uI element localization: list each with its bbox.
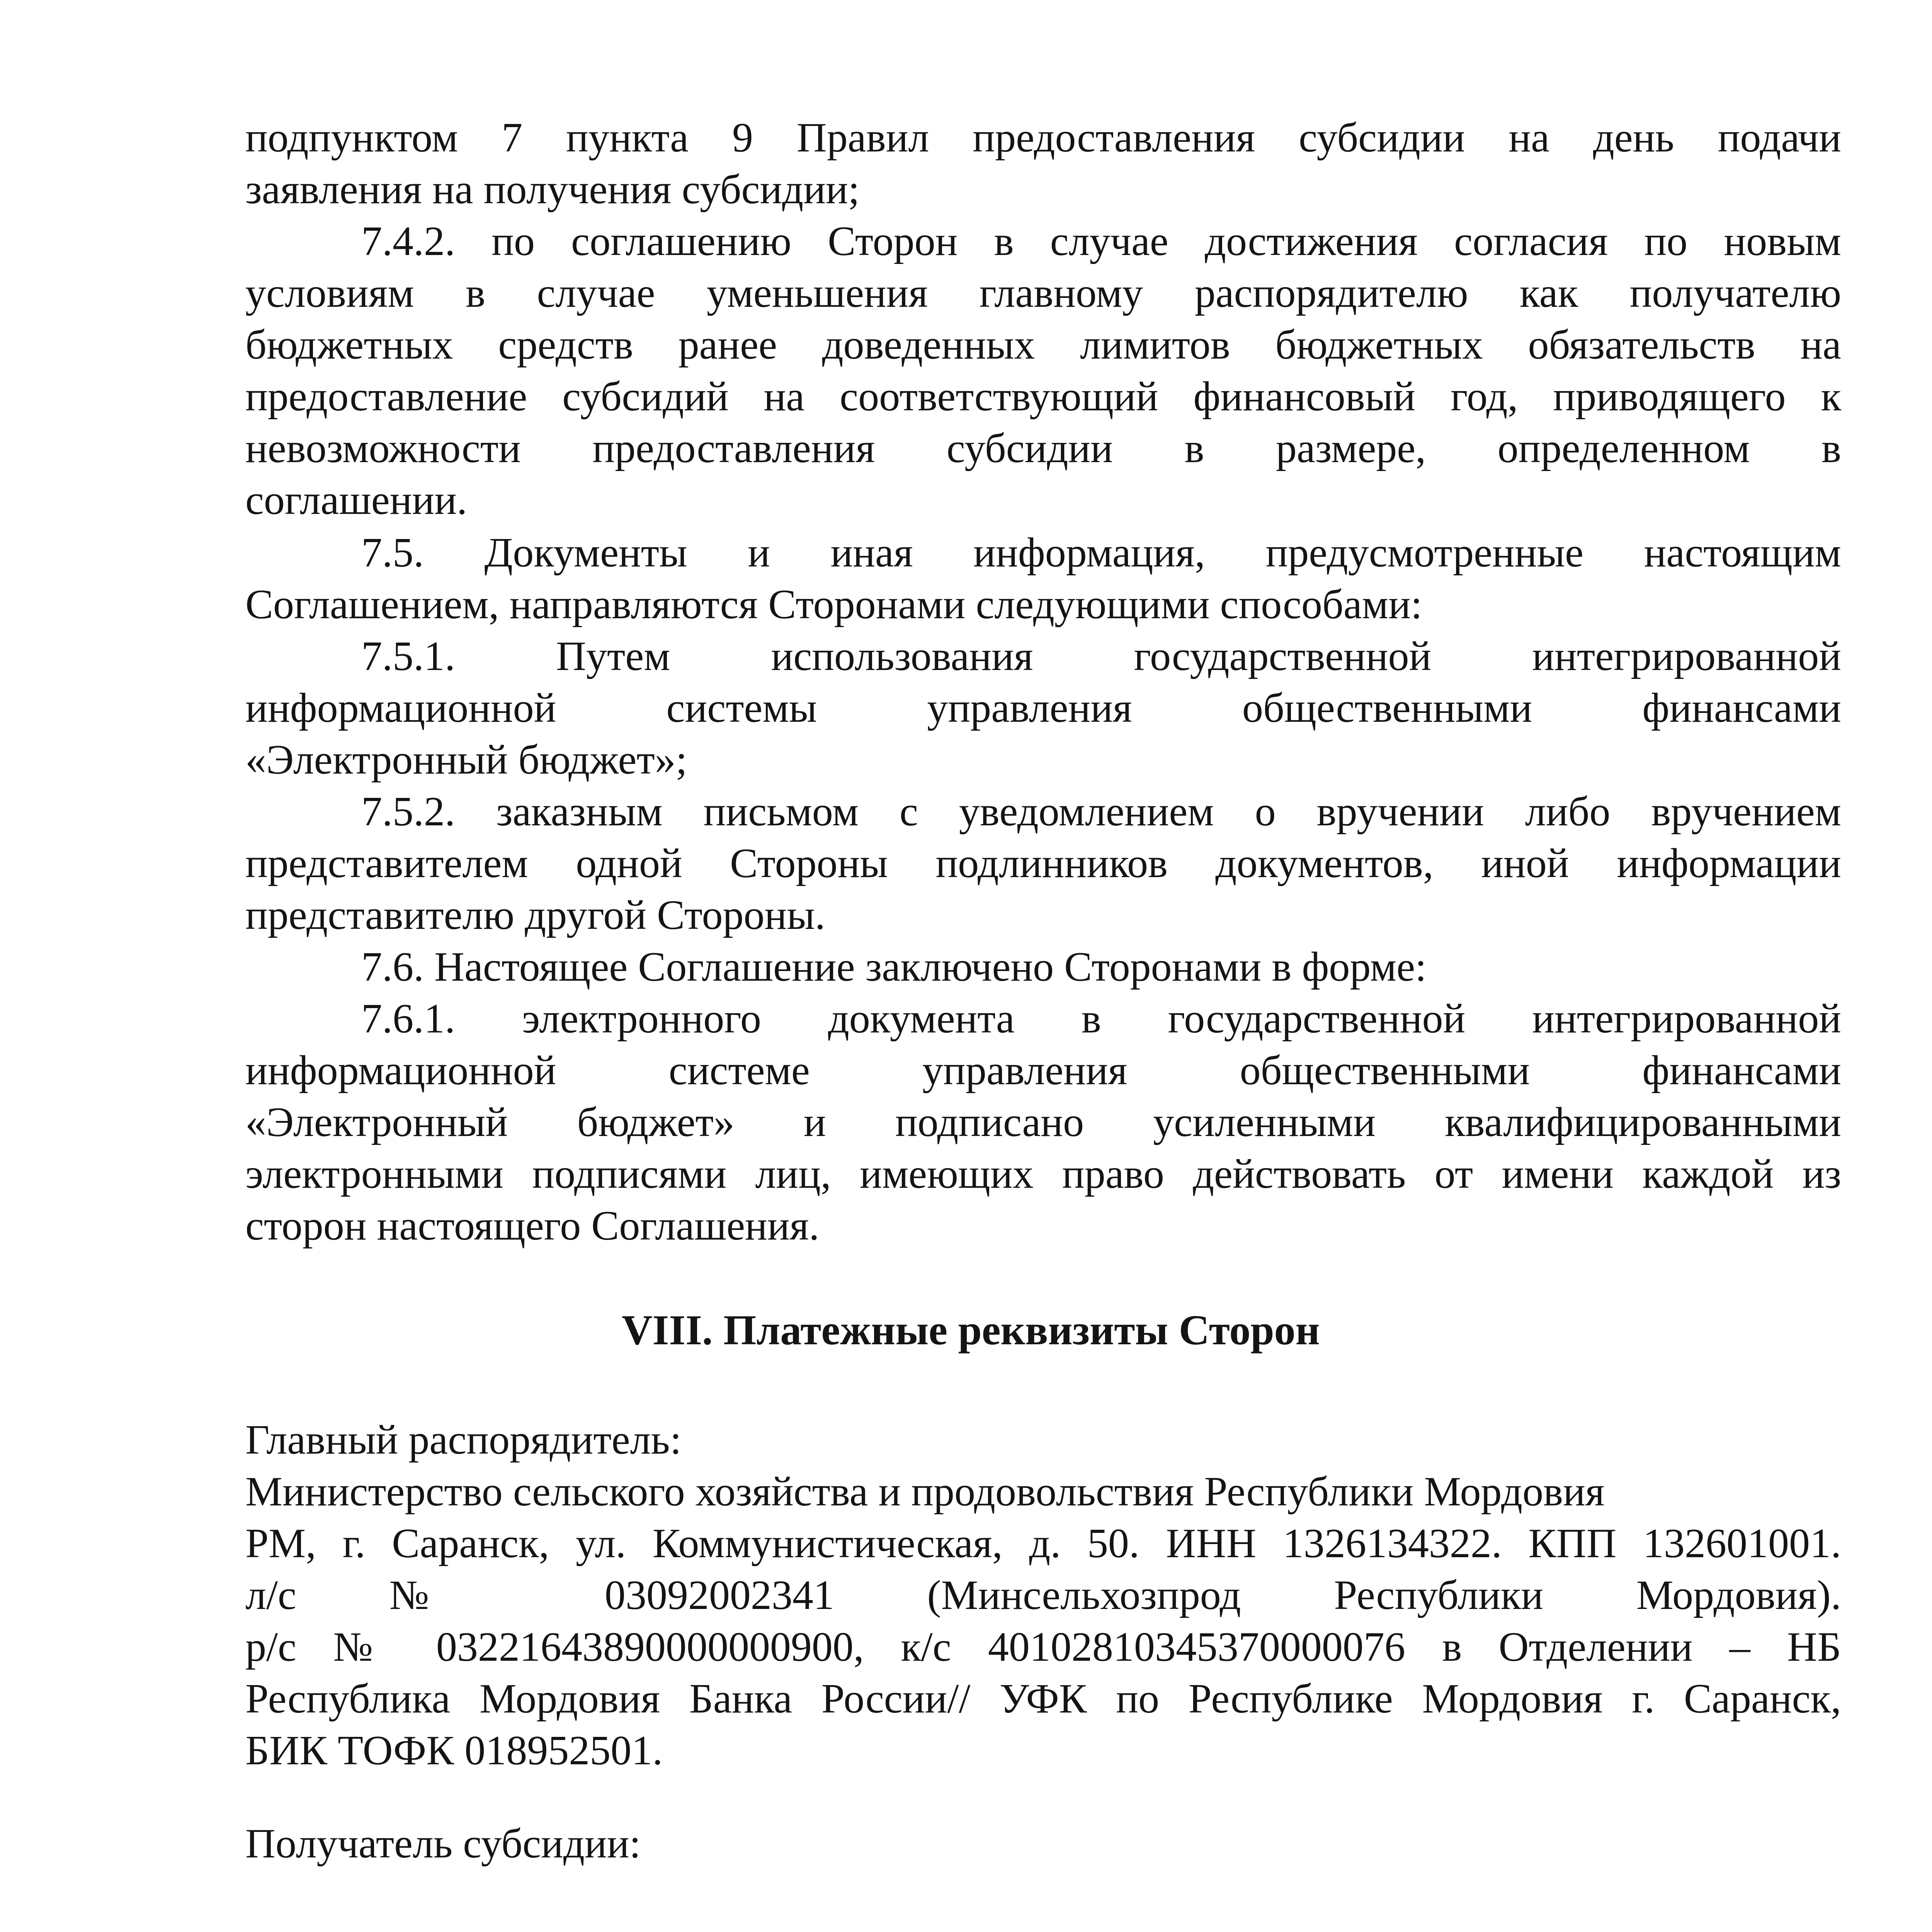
chief-manager-details <box>245 1414 1841 1777</box>
recipient-label <box>245 1818 1841 1870</box>
text-line: 7.6. Настоящее Соглашение заключено Сторонами в форме: <box>361 944 1427 990</box>
text-line: информационной системе управления общественными финансами <box>245 1048 1841 1094</box>
section-8-heading: VIII. Платежные реквизиты Сторон <box>622 1306 1320 1354</box>
text-line: 7.5.1. Путем использования государственной интегрированной <box>361 633 1841 679</box>
text-line: 7.4.2. по соглашению Сторон в случае достижения согласия по новым <box>361 218 1841 264</box>
text-line: Министерство сельского хозяйства и продовольствия Республики Мордовия <box>245 1469 1605 1515</box>
text-line: л/с № 03092002341 (Минсельхозпрод Республики Мордовия). <box>245 1572 1841 1618</box>
text-line: представителю другой Стороны. <box>245 892 825 938</box>
paragraph-7-5 <box>245 527 1841 631</box>
text-line: р/с № 03221643890000000900, к/с 40102810345370000076 в Отделении – НБ <box>245 1624 1841 1670</box>
text-line: РМ, г. Саранск, ул. Коммунистическая, д. 50. ИНН 1326134322. КПП 132601001. <box>245 1520 1841 1566</box>
text-line: заявления на получения субсидии; <box>245 167 860 213</box>
text-line: невозможности предоставления субсидии в размере, определенном в <box>245 425 1841 471</box>
paragraph-7-5-1 <box>245 631 1841 786</box>
text-line: 7.6.1. электронного документа в государственной интегрированной <box>361 996 1841 1042</box>
text-line: Республика Мордовия Банка России// УФК по Республике Мордовия г. Саранск, <box>245 1676 1841 1722</box>
text-line: сторон настоящего Соглашения. <box>245 1203 820 1249</box>
paragraph-7-6-1 <box>245 993 1841 1252</box>
text-line: Главный распорядитель: <box>245 1417 682 1463</box>
text-line: электронными подписями лиц, имеющих право действовать от имени каждой из <box>245 1151 1841 1197</box>
text-line: условиям в случае уменьшения главному распорядителю как получателю <box>245 270 1841 316</box>
text-line: БИК ТОФК 018952501. <box>245 1728 663 1774</box>
paragraph-continuation <box>245 112 1841 216</box>
text-line: 7.5.2. заказным письмом с уведомлением о вручении либо вручением <box>361 789 1841 835</box>
text-line: бюджетных средств ранее доведенных лимитов бюджетных обязательств на <box>245 322 1841 368</box>
text-line: предоставление субсидий на соответствующий финансовый год, приводящего к <box>245 374 1841 420</box>
paragraph-7-4-2 <box>245 216 1841 526</box>
text-line: 7.5. Документы и иная информация, предусмотренные настоящим <box>361 530 1841 576</box>
text-line: Соглашением, направляются Сторонами следующими способами: <box>245 582 1422 628</box>
paragraph-7-5-2 <box>245 786 1841 941</box>
text-line: информационной системы управления общественными финансами <box>245 685 1841 731</box>
text-line: «Электронный бюджет» и подписано усиленными квалифицированными <box>245 1099 1841 1145</box>
paragraph-7-6 <box>245 941 1841 993</box>
text-line: подпунктом 7 пункта 9 Правил предоставления субсидии на день подачи <box>245 115 1841 161</box>
text-line: Получатель субсидии: <box>245 1821 641 1867</box>
text-line: «Электронный бюджет»; <box>245 737 687 783</box>
text-line: представителем одной Стороны подлинников документов, иной информации <box>245 840 1841 886</box>
text-line: соглашении. <box>245 477 468 523</box>
